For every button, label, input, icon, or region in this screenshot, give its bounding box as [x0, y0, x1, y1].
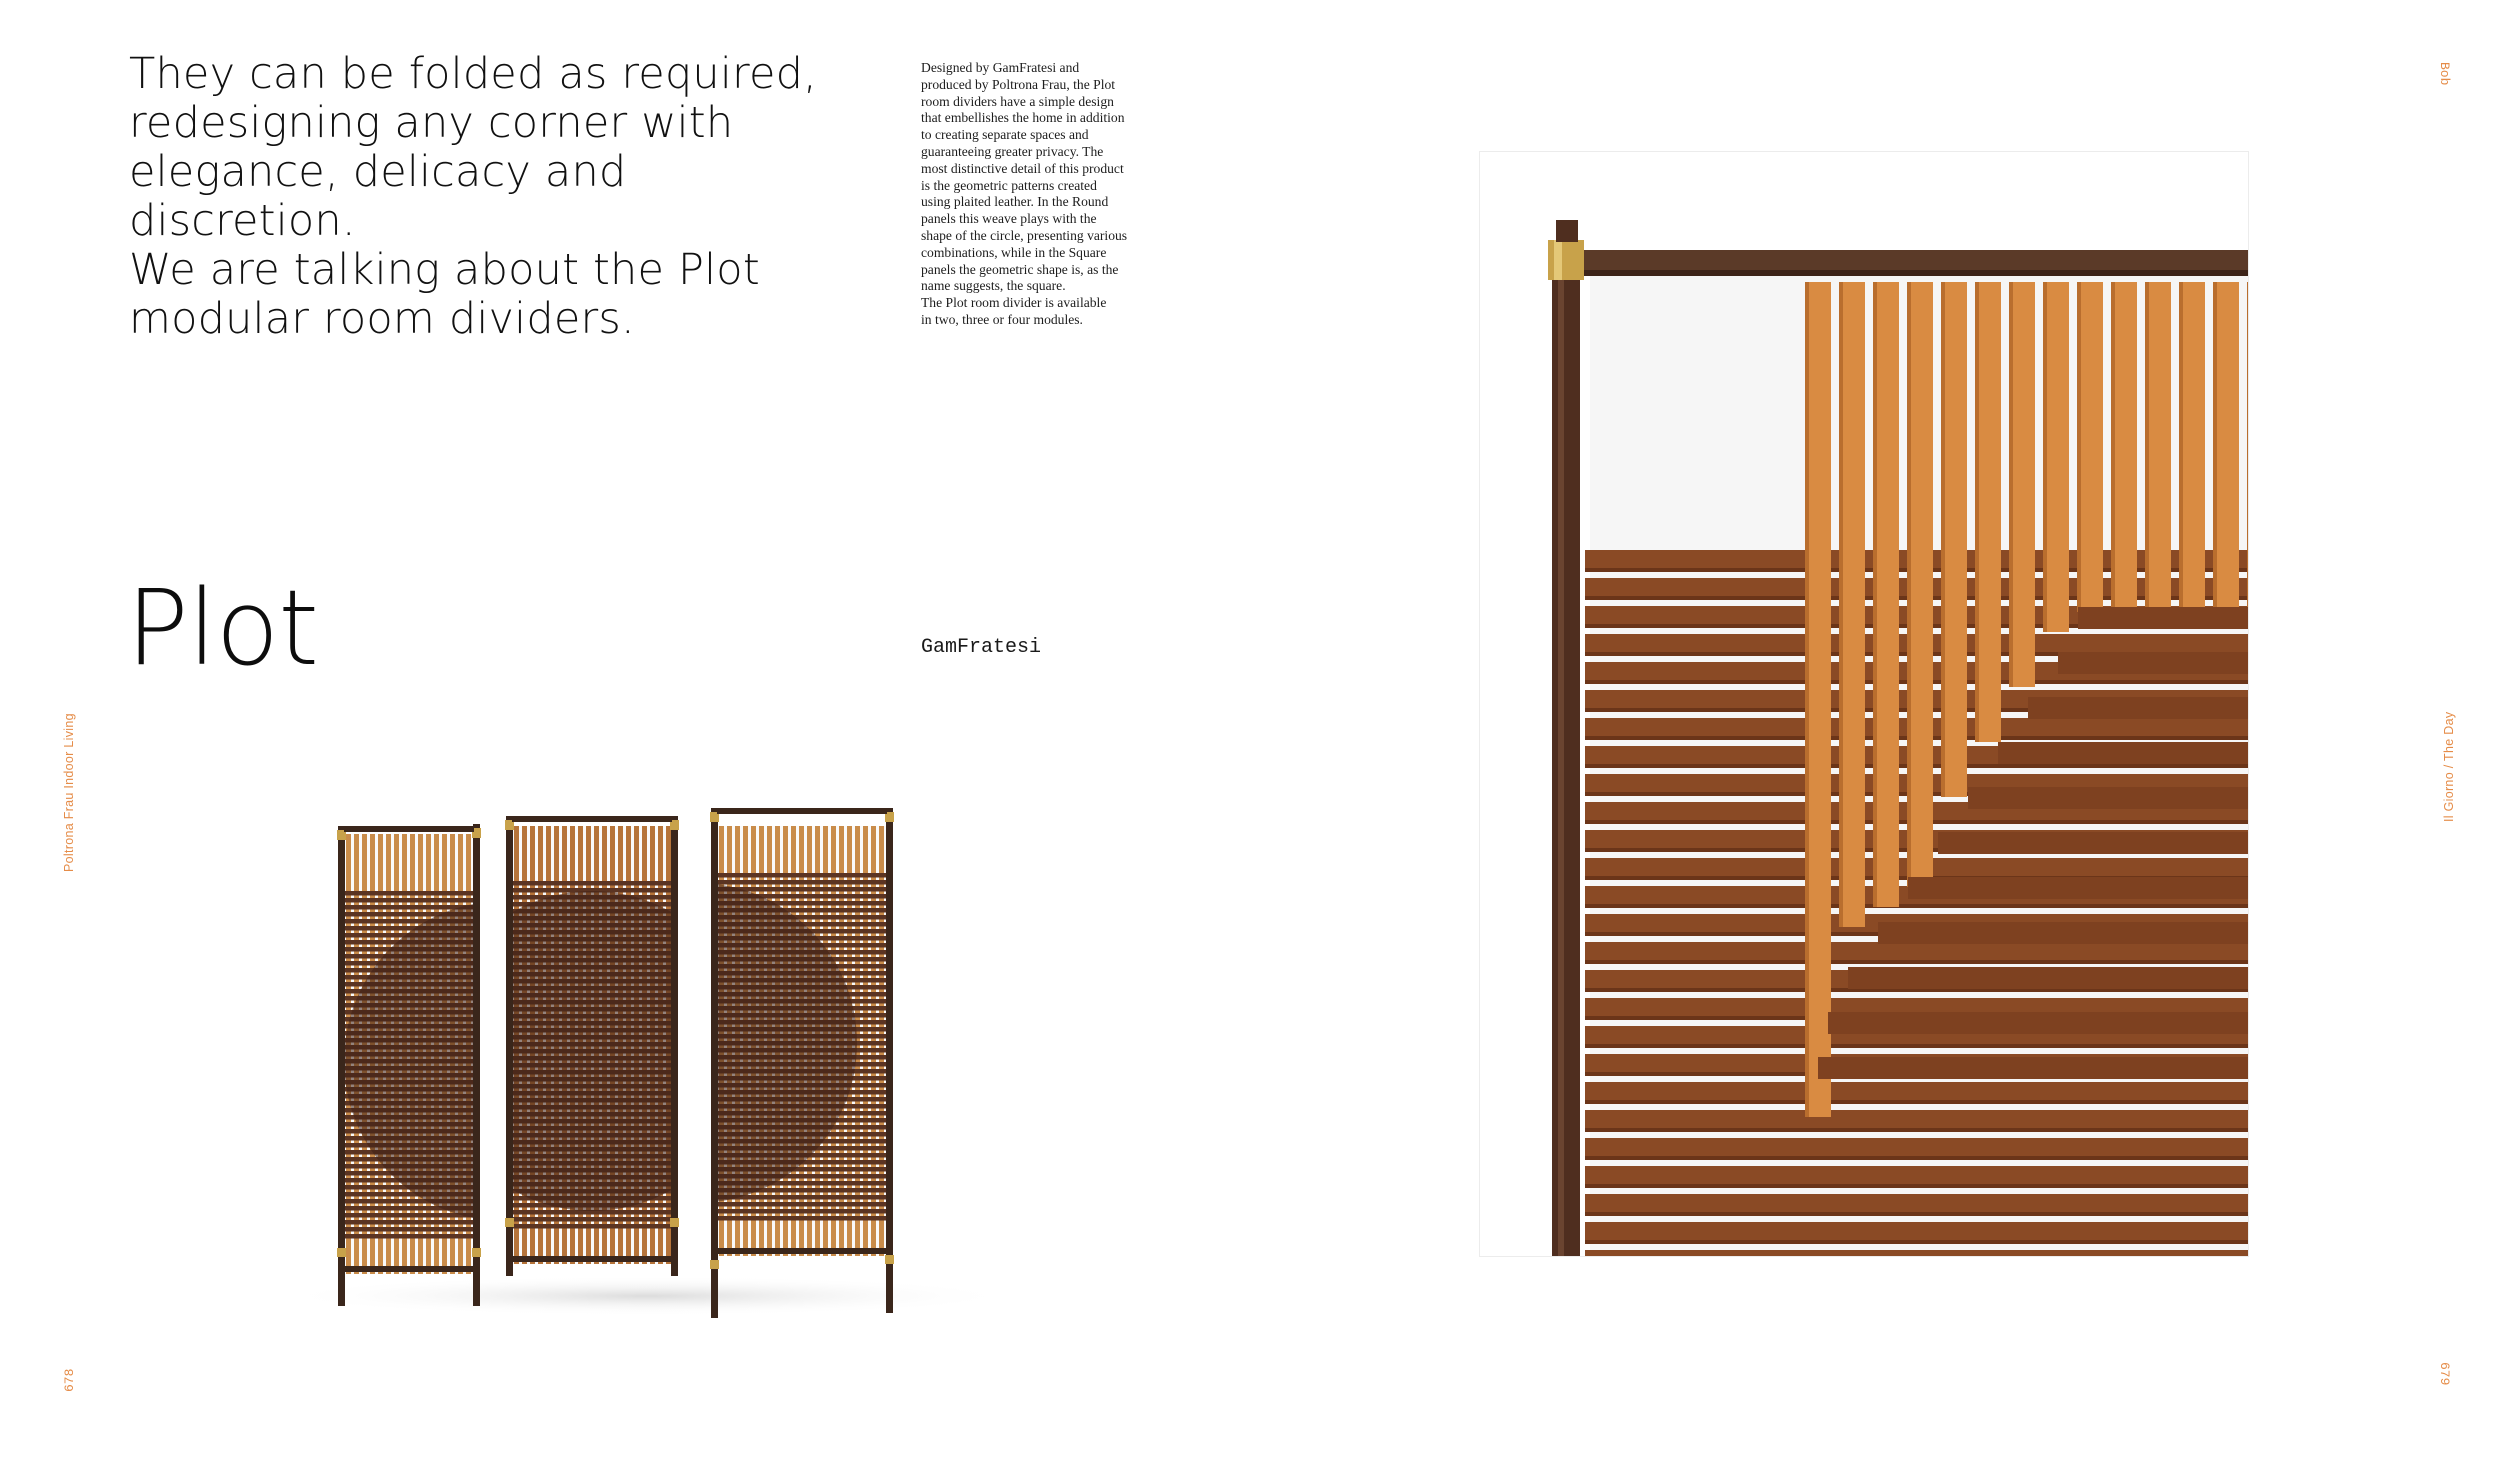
body-line: shape of the circle, presenting various — [921, 227, 1128, 243]
intro-line: They can be folded as required, — [129, 49, 817, 99]
body-line: using plaited leather. In the Round — [921, 194, 1109, 210]
product-photo-detail — [1479, 151, 2249, 1257]
intro-line: We are talking about the Plot — [129, 245, 760, 295]
right-page-number: 679 — [2437, 1362, 2452, 1386]
left-page-number: 678 — [62, 1368, 77, 1392]
body-line: to creating separate spaces and — [921, 127, 1089, 143]
intro-line: modular room dividers. — [129, 294, 635, 344]
right-header-label: Bob — [2437, 62, 2452, 86]
body-line: The Plot room divider is available — [921, 295, 1107, 311]
body-copy — [921, 60, 1186, 329]
body-line: combinations, while in the Square — [921, 244, 1107, 260]
body-line: in two, three or four modules. — [921, 311, 1083, 327]
intro-heading — [129, 50, 849, 344]
body-line: guaranteeing greater privacy. The — [921, 143, 1104, 159]
body-line: panels the geometric shape is, as the — [921, 261, 1119, 277]
body-line: produced by Poltrona Frau, the Plot — [921, 76, 1116, 92]
body-line: name suggests, the square. — [921, 278, 1066, 294]
body-line: Designed by GamFratesi and — [921, 60, 1080, 75]
body-line: room dividers have a simple design — [921, 93, 1114, 109]
body-line: that embellishes the home in addition — [921, 110, 1125, 126]
intro-line: elegance, delicacy and discretion. — [129, 147, 627, 246]
left-section-label: Poltrona Frau Indoor Living — [62, 713, 76, 872]
intro-line: redesigning any corner with — [129, 98, 734, 148]
product-title: Plot — [126, 567, 319, 689]
body-line: most distinctive detail of this product — [921, 160, 1124, 176]
right-section-label: Il Giorno / The Day — [2442, 711, 2456, 822]
body-line: panels this weave plays with the — [921, 211, 1097, 227]
product-photo-three-panel-screen — [262, 758, 1032, 1323]
designer-name: GamFratesi — [921, 636, 1042, 659]
body-line: is the geometric patterns created — [921, 177, 1097, 193]
